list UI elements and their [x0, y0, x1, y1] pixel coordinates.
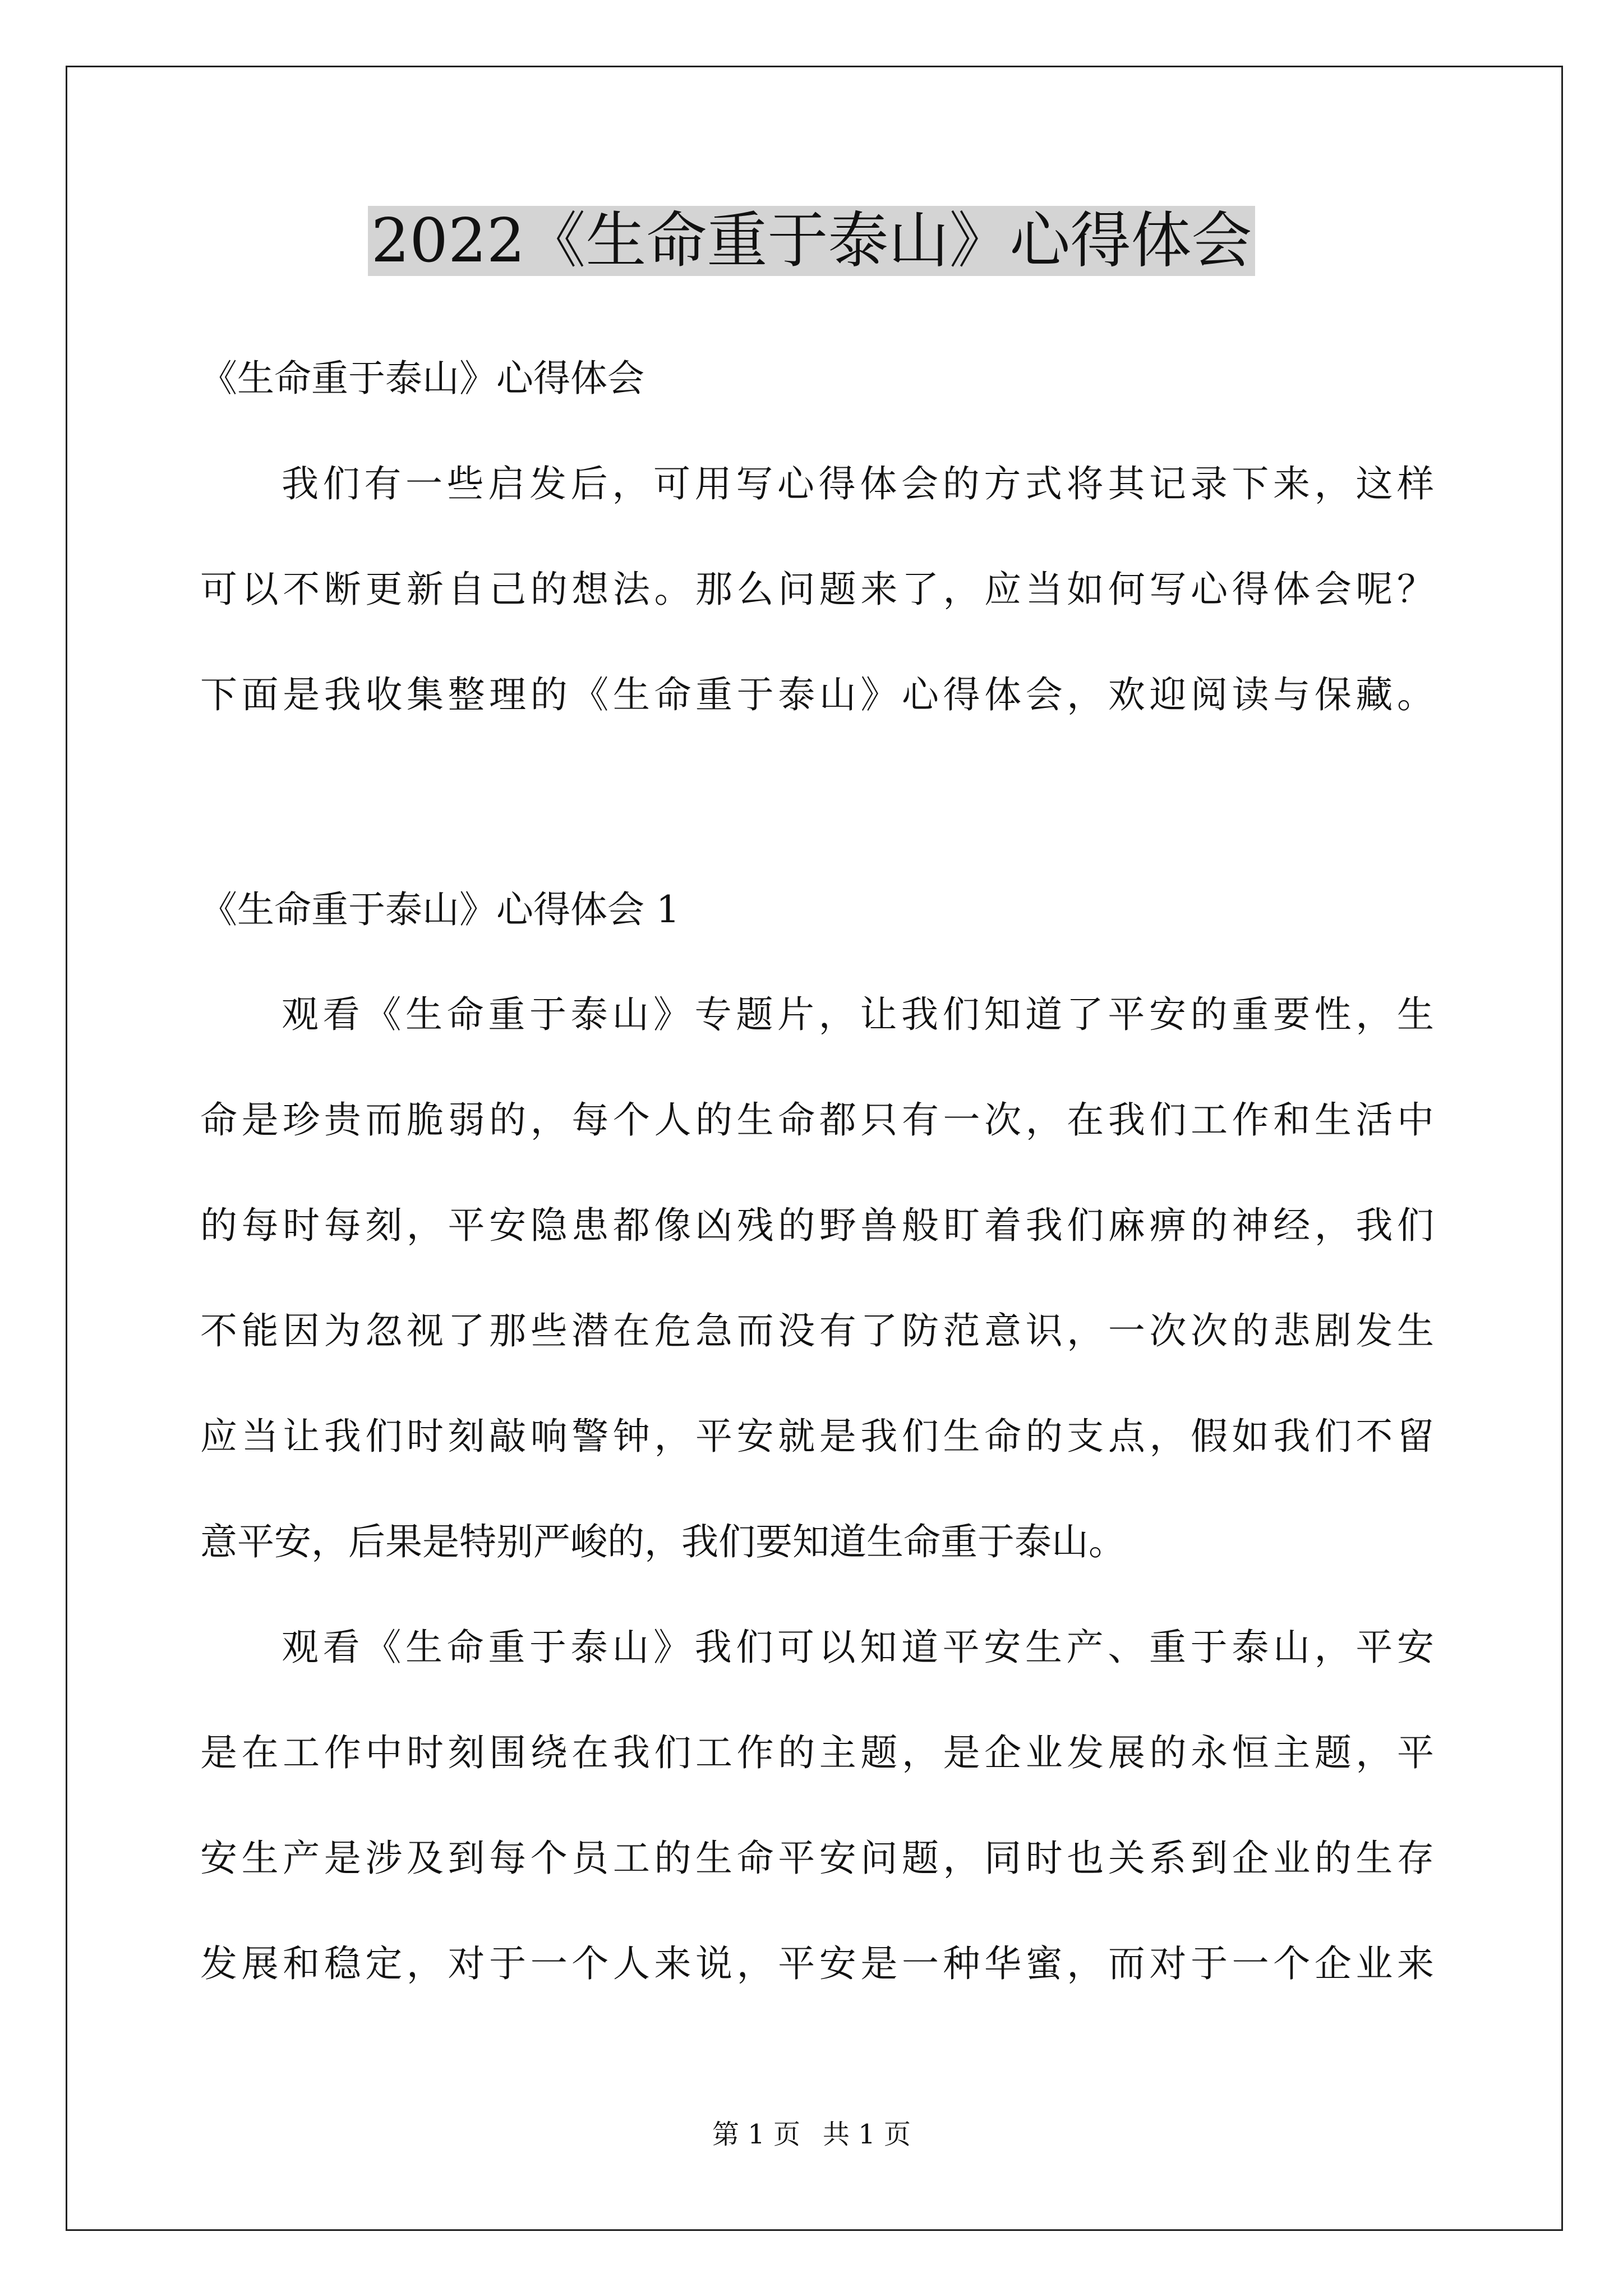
paragraph1-line-1: 观看《生命重于泰山》专题片，让我们知道了平安的重要性，生 [282, 993, 1434, 1036]
paragraph1-line-6: 意平安，后果是特别严峻的，我们要知道生命重于泰山。 [200, 1520, 1126, 1563]
paragraph1-line-5: 应当让我们时刻敲响警钟，平安就是我们生命的支点，假如我们不留 [200, 1415, 1434, 1458]
paragraph1-line-4: 不能因为忽视了那些潜在危急而没有了防范意识，一次次的悲剧发生 [200, 1309, 1434, 1352]
intro-line-3: 下面是我收集整理的《生命重于泰山》心得体会，欢迎阅读与保藏。 [200, 673, 1434, 716]
document-subtitle: 《生命重于泰山》心得体会 [200, 357, 644, 400]
paragraph1-line-2: 命是珍贵而脆弱的，每个人的生命都只有一次，在我们工作和生活中 [200, 1098, 1434, 1142]
paragraph1-line-3: 的每时每刻，平安隐患都像凶残的野兽般盯着我们麻痹的神经，我们 [200, 1204, 1434, 1247]
paragraph2-line-1: 观看《生命重于泰山》我们可以知道平安生产、重于泰山，平安 [282, 1626, 1434, 1669]
paragraph2-line-3: 安生产是涉及到每个员工的生命平安问题，同时也关系到企业的生存 [200, 1837, 1434, 1880]
document-title: 2022《生命重于泰山》心得体会 [0, 202, 1623, 280]
section-heading: 《生命重于泰山》心得体会 1 [200, 888, 680, 931]
intro-line-1: 我们有一些启发后，可用写心得体会的方式将其记录下来，这样 [282, 462, 1434, 505]
page-footer [0, 2118, 1623, 2151]
page-number: 第 1 页 [712, 2119, 800, 2150]
intro-line-2: 可以不断更新自己的想法。那么问题来了，应当如何写心得体会呢？ [200, 568, 1434, 611]
paragraph2-line-4: 发展和稳定，对于一个人来说，平安是一种华蜜，而对于一个企业来 [200, 1942, 1434, 1985]
paragraph2-line-2: 是在工作中时刻围绕在我们工作的主题，是企业发展的永恒主题，平 [200, 1731, 1434, 1774]
page-total: 共 1 页 [823, 2119, 911, 2150]
